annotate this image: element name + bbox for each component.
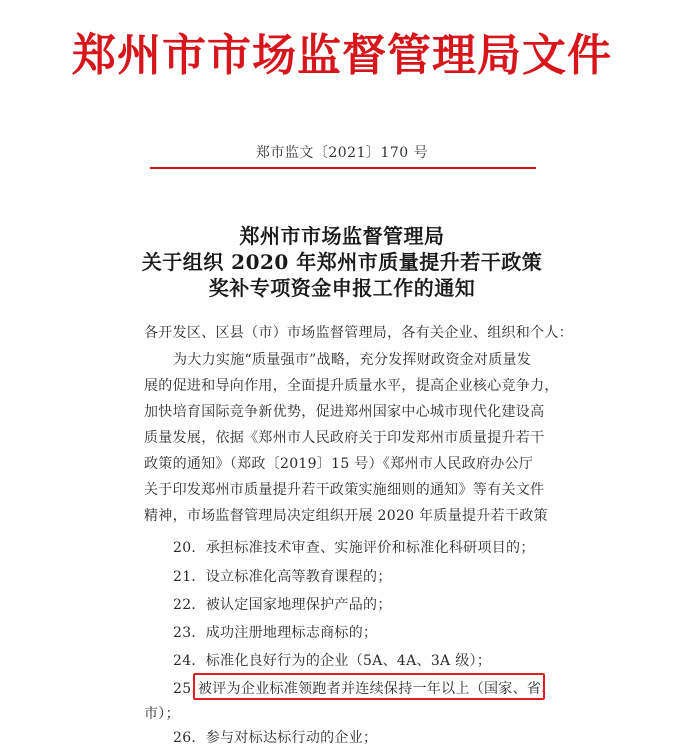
- list-item-24: 24．标准化良好行为的企业（5A、4A、3A 级）；: [173, 653, 492, 669]
- body-paragraph-line: 质量发展，依据《郑州市人民政府关于印发郑州市质量提升若干: [144, 430, 545, 446]
- notice-title-line-1: 郑州市市场监督管理局: [239, 224, 445, 248]
- list-item-25-number: 25．: [173, 681, 206, 697]
- list-item-23: 23．成功注册地理标志商标的；: [173, 625, 378, 641]
- body-paragraph-line: 政策的通知》（郑政〔2019〕15 号）《郑州市人民政府办公厅: [144, 456, 534, 472]
- body-paragraph-line: 展的促进和导向作用，全面提升质量水平，提高企业核心竞争力，: [144, 378, 559, 394]
- highlight-annotation-box: [193, 673, 545, 700]
- body-paragraph-line: 为大力实施“质量强市”战略，充分发挥财政资金对质量发: [173, 352, 532, 368]
- body-paragraph-line: 关于印发郑州市质量提升若干政策实施细则的通知》等有关文件: [144, 482, 545, 498]
- list-item-25-continuation: 市）；: [144, 706, 180, 722]
- list-item-20: 20．承担标准技术审查、实施评价和标准化科研项目的；: [173, 540, 535, 556]
- document-header-title: 郑州市市场监督管理局文件: [72, 30, 612, 81]
- list-item-26: 26．参与对标达标行动的企业；: [173, 730, 378, 746]
- list-item-25-text: 被评为企业标准领跑者并连续保持一年以上（国家、省、: [198, 681, 556, 697]
- salutation: 各开发区、区县（市）市场监督管理局，各有关企业、组织和个人：: [144, 325, 573, 341]
- document-number: 郑市监文〔2021〕170 号: [255, 145, 429, 161]
- body-paragraph-line: 加快培育国际竞争新优势，促进郑州国家中心城市现代化建设高: [144, 404, 545, 420]
- notice-title-line-2: 关于组织 2020 年郑州市质量提升若干政策: [141, 250, 543, 274]
- red-divider-rule: [150, 167, 536, 169]
- body-paragraph-line: 精神，市场监督管理局决定组织开展 2020 年质量提升若干政策: [144, 508, 548, 524]
- notice-title-line-3: 奖补专项资金申报工作的通知: [208, 276, 476, 300]
- list-item-21: 21．设立标准化高等教育课程的；: [173, 569, 392, 585]
- list-item-22: 22．被认定国家地理保护产品的；: [173, 597, 392, 613]
